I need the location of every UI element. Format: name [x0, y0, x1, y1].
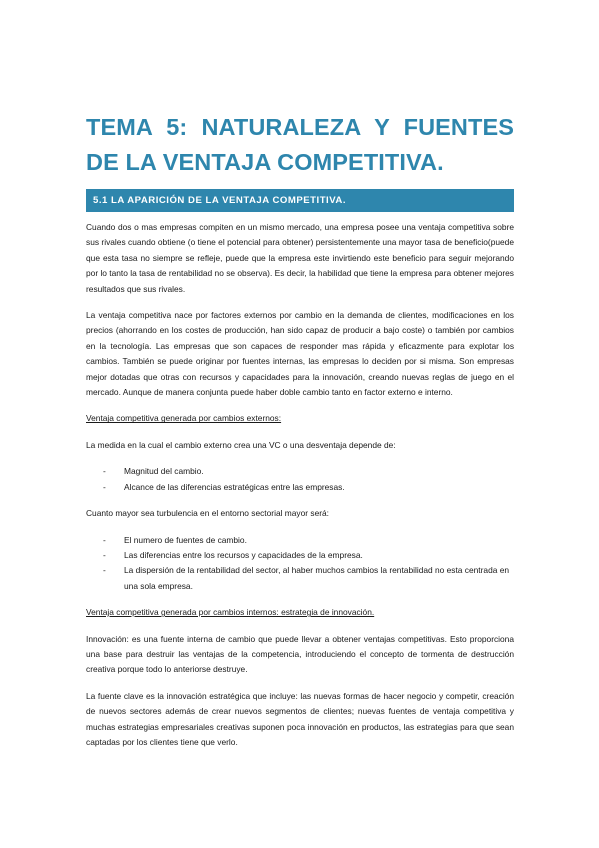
paragraph-6: La fuente clave es la innovación estratégica que incluye: las nuevas formas de hacer negocio y competir, creación de nuevos sectores además de crear nuevos segmentos de clientes; nuevas fuentes de ventaja competitiva y muchas estrategias empresariales creativas suponen poca innovación en productos, las estrategias para que sean captadas por los clientes tiene que verlo. — [86, 690, 514, 747]
paragraph-2: La ventaja competitiva nace por factores externos por cambio en la demanda de clientes, modificaciones en los precios (ahorrando en los costes de producción, han sido capaz de producir a bajo coste) o también por cambios en la tecnología. Las empresas que son capaces de responder mas rápida y eficazmente para explotar los cambios. También se puede originar por fuentes internas, las empresas lo deciden por si misma. Son empresas mejor dotadas que otras con recursos y capacidades para la innovación, creando nuevas reglas de juego en el mercado. Aunque de manera conjunta puede haber doble cambio tanto en factor externo e interno. — [86, 310, 514, 398]
list-item: - Las diferencias entre los recursos y capacidades de la empresa. — [86, 548, 514, 563]
paragraph-4: Cuanto mayor sea turbulencia en el entorno sectorial mayor será: — [86, 508, 330, 519]
paragraph-3: La medida en la cual el cambio externo crea una VC o una desventaja depende de: — [86, 439, 396, 450]
document-body — [86, 220, 514, 761]
subheading-external: Ventaja competitiva generada por cambios externos: — [86, 413, 282, 424]
subheading-internal: Ventaja competitiva generada por cambios internos: estrategia de innovación. — [86, 607, 375, 618]
list-item: - La dispersión de la rentabilidad del sector, al haber muchos cambios la rentabilidad no esta centrada en una sola empresa. — [86, 563, 514, 594]
paragraph-5: Innovación: es una fuente interna de cambio que puede llevar a obtener ventajas competitivas. Esto proporciona una base para destruir las ventajas de la competencia, introduciendo el concepto de tormenta de destrucción creativa porque todo lo anteriorse destruye. — [86, 633, 514, 675]
list-item: - Alcance de las diferencias estratégicas entre las empresas. — [86, 480, 514, 495]
section-heading: 5.1 LA APARICIÓN DE LA VENTAJA COMPETITIVA. — [86, 189, 514, 212]
bullet-list-2 — [86, 533, 514, 595]
list-item: - Magnitud del cambio. — [86, 464, 514, 479]
bullet-list-1 — [86, 464, 514, 495]
document-title: TEMA 5: NATURALEZA Y FUENTES DE LA VENTAJA COMPETITIVA. — [86, 114, 514, 175]
list-item: - El numero de fuentes de cambio. — [86, 533, 514, 548]
paragraph-1: Cuando dos o mas empresas compiten en un mismo mercado, una empresa posee una ventaja competitiva sobre sus rivales cuando obtiene (o tiene el potencial para obtener) persistentemente una mayor tasa de beneficio(puede que esta tasa no siempre se refleje, puede que la empresa este invirtiendo este beneficio para seguir mejorando por lo tanto la tasa de rentabilidad no se observa). Es decir, la habilidad que tiene la empresa para obtener mejores resultados que sus rivales. — [86, 222, 514, 294]
